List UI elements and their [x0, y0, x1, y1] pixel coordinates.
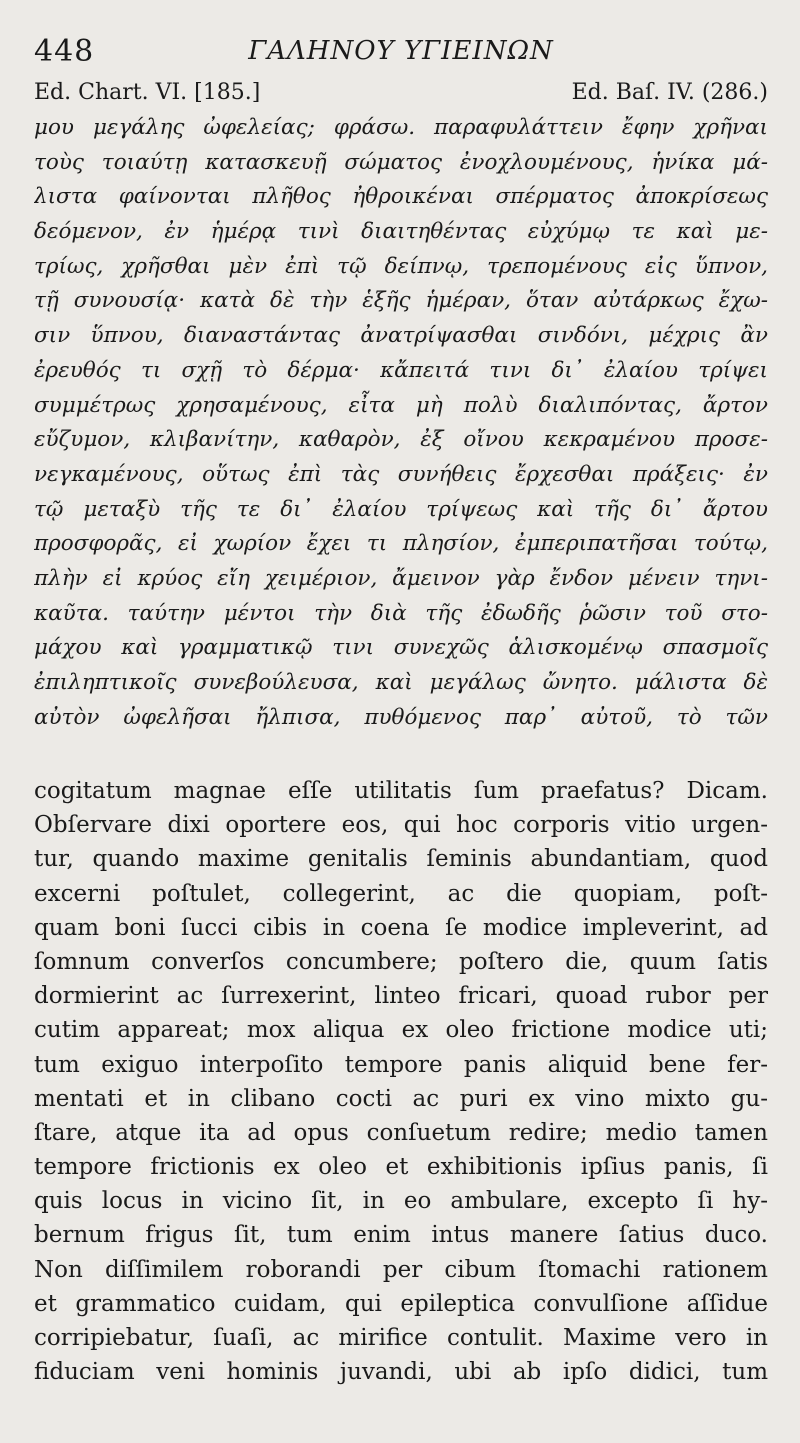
greek-line: καῦτα. ταύτην μέντοι τὴν διὰ τῆς ἐδωδῆς ῥῶσιν τοῦ στο- — [34, 600, 768, 626]
latin-line: Non diſſimilem roborandi per cibum ſtomachi rationem — [34, 1256, 768, 1283]
running-title: ΓΑΛΗΝΟΥ ΥΓΙΕΙΝΩΝ — [248, 36, 554, 66]
greek-line: τῇ συνουσίᾳ· κατὰ δὲ τὴν ἑξῆς ἡμέραν, ὅταν αὐτάρκως ἔχω- — [34, 288, 768, 314]
latin-line: mentati et in clibano cocti ac puri ex vino mixto gu- — [34, 1085, 768, 1112]
greek-line: τρίως, χρῆσθαι μὲν ἐπὶ τῷ δείπνῳ, τρεπομένους εἰς ὕπνον, — [34, 253, 768, 279]
greek-line: τῷ μεταξὺ τῆς τε δι᾿ ἐλαίου τρίψεως καὶ τῆς δι᾿ ἄρτου — [34, 496, 768, 522]
latin-line: ſomnum converſos concumbere; poſtero die, quum ſatis — [34, 948, 768, 975]
latin-line: quis locus in vicino ſit, in eo ambulare, excepto ſi hy- — [34, 1188, 768, 1215]
greek-text-block — [34, 111, 768, 735]
greek-line: αὐτὸν ὠφελῆσαι ἤλπισα, πυθόμενος παρ᾿ αὐτοῦ, τὸ τῶν — [34, 704, 768, 730]
edition-chartier-ref: Ed. Chart. VI. [185.] — [34, 80, 261, 105]
greek-line: δεόμενον, ἐν ἡμέρᾳ τινὶ διαιτηθέντας εὐχύμῳ τε καὶ με- — [34, 219, 768, 245]
latin-line: tempore frictionis ex oleo et exhibitionis ipſius panis, ſi — [34, 1154, 768, 1181]
latin-line: et grammatico cuidam, qui epileptica convulſione aſſidue — [34, 1290, 768, 1317]
edition-basel-ref: Ed. Baſ. IV. (286.) — [571, 80, 768, 105]
latin-line: ſtare, atque ita ad opus conſuetum redire; medio tamen — [34, 1119, 768, 1146]
latin-line: tum exiguo interpoſito tempore panis aliquid bene fer- — [34, 1051, 768, 1078]
latin-line: Obſervare dixi oportere eos, qui hoc corporis vitio urgen- — [34, 812, 768, 839]
latin-line: quam boni ſucci cibis in coena ſe modice impleverint, ad — [34, 914, 768, 941]
latin-line: tur, quando maxime genitalis ſeminis abundantiam, quod — [34, 846, 768, 873]
latin-line: excerni poſtulet, collegerint, ac die quopiam, poſt- — [34, 880, 768, 907]
greek-line: ἐρευθός τι σχῇ τὸ δέρμα· κἄπειτά τινι δι᾿ ἐλαίου τρίψει — [34, 357, 768, 383]
page-number: 448 — [34, 34, 95, 69]
latin-line: cogitatum magnae eſſe utilitatis ſum praefatus? Dicam. — [34, 778, 768, 804]
latin-line: fiduciam veni hominis juvandi, ubi ab ipſo didici, tum — [34, 1359, 768, 1386]
greek-line: εὔζυμον, κλιβανίτην, καθαρὸν, ἐξ οἴνου κεκραμένου προσε- — [34, 427, 768, 453]
greek-line: συμμέτρως χρησαμένους, εἶτα μὴ πολὺ διαλιπόντας, ἄρτον — [34, 392, 768, 418]
greek-line: προσφορᾶς, εἰ χωρίον ἔχει τι πλησίον, ἐμπεριπατῆσαι τούτῳ, — [34, 531, 768, 557]
greek-line: σιν ὕπνου, διαναστάντας ἀνατρίψασθαι σινδόνι, μέχρις ἂν — [34, 323, 768, 349]
edition-references — [34, 80, 768, 110]
greek-line: λιστα φαίνονται πλῆθος ἠθροικέναι σπέρματος ἀποκρίσεως — [34, 184, 768, 210]
latin-line: cutim appareat; mox aliqua ex oleo frictione modice uti; — [34, 1017, 768, 1044]
latin-line: corripiebatur, ſuaſi, ac mirifice contulit. Maxime vero in — [34, 1325, 768, 1351]
latin-line: bernum frigus ſit, tum enim intus manere ſatius duco. — [34, 1222, 768, 1249]
greek-line: μου μεγάλης ὠφελείας; φράσω. παραφυλάττειν ἔφην χρῆναι — [34, 115, 768, 140]
greek-line: τοὺς τοιαύτῃ κατασκευῇ σώματος ἐνοχλουμένους, ἡνίκα μά- — [34, 149, 768, 175]
latin-line: dormierint ac ſurrexerint, linteo fricari, quoad rubor per — [34, 983, 768, 1010]
running-head — [34, 34, 768, 74]
greek-line: μάχου καὶ γραμματικῷ τινι συνεχῶς ἁλισκομένῳ σπασμοῖς — [34, 635, 768, 661]
latin-translation-block — [34, 774, 768, 1389]
greek-line: νεγκαμένους, οὕτως ἐπὶ τὰς συνήθεις ἔρχεσθαι πράξεις· ἐν — [34, 461, 768, 487]
greek-line: ἐπιληπτικοῖς συνεβούλευσα, καὶ μεγάλως ὤνητο. μάλιστα δὲ — [34, 670, 768, 695]
greek-line: πλὴν εἰ κρύος εἴη χειμέριον, ἄμεινον γὰρ ἔνδον μένειν τηνι- — [34, 565, 768, 591]
